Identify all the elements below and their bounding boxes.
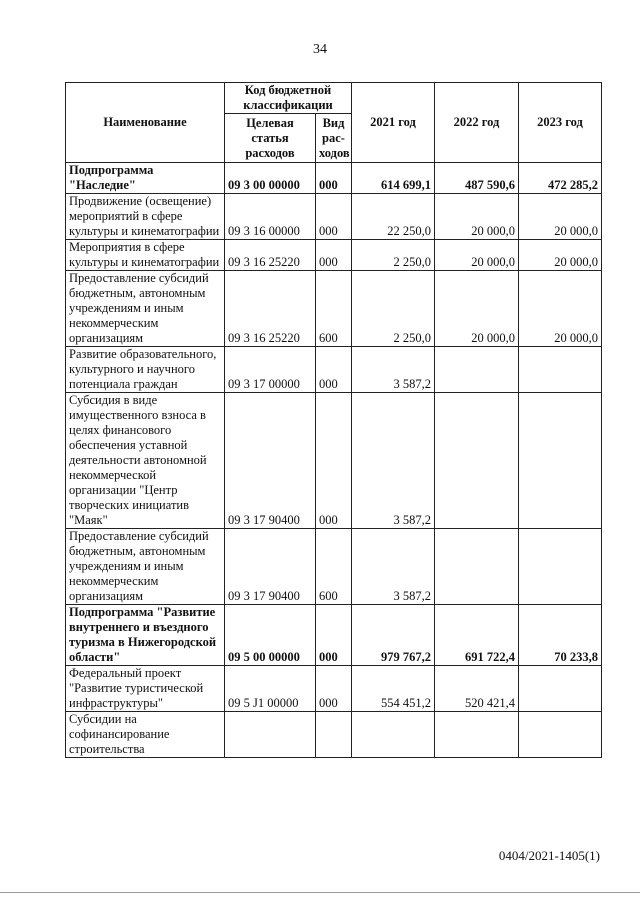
cell-y2023 bbox=[519, 666, 602, 712]
cell-y2021: 979 767,2 bbox=[352, 605, 435, 666]
table-row bbox=[66, 712, 602, 758]
budget-table bbox=[65, 82, 602, 758]
cell-kind: 600 bbox=[316, 271, 352, 347]
cell-name: Развитие образовательного, культурного и научного потенциала граждан bbox=[66, 347, 225, 393]
cell-code: 09 3 16 25220 bbox=[225, 240, 316, 271]
cell-kind: 000 bbox=[316, 347, 352, 393]
header-2023: 2023 год bbox=[519, 83, 602, 163]
cell-y2021: 3 587,2 bbox=[352, 529, 435, 605]
cell-y2021: 2 250,0 bbox=[352, 271, 435, 347]
footer-code: 0404/2021-1405(1) bbox=[498, 848, 600, 863]
cell-y2023: 20 000,0 bbox=[519, 194, 602, 240]
header-name: Наименование bbox=[66, 83, 225, 163]
cell-y2021: 3 587,2 bbox=[352, 347, 435, 393]
cell-name: Федеральный проект "Развитие туристической инфраструктуры" bbox=[66, 666, 225, 712]
cell-y2022: 20 000,0 bbox=[435, 271, 519, 347]
cell-y2022 bbox=[435, 712, 519, 758]
cell-kind: 000 bbox=[316, 393, 352, 529]
table-row bbox=[66, 163, 602, 194]
cell-y2021: 614 699,1 bbox=[352, 163, 435, 194]
cell-kind: 000 bbox=[316, 666, 352, 712]
table-row bbox=[66, 194, 602, 240]
table-row bbox=[66, 271, 602, 347]
cell-code: 09 3 17 90400 bbox=[225, 529, 316, 605]
bottom-rule bbox=[0, 892, 640, 893]
cell-y2022: 520 421,4 bbox=[435, 666, 519, 712]
cell-name: Субсидия в виде имущественного взноса в целях финансового обеспечения уставной деятельности автономной некоммерческой организации "Центр творческих инициатив "Маяк" bbox=[66, 393, 225, 529]
cell-code: 09 3 17 00000 bbox=[225, 347, 316, 393]
cell-y2023: 472 285,2 bbox=[519, 163, 602, 194]
cell-code: 09 3 00 00000 bbox=[225, 163, 316, 194]
cell-y2023 bbox=[519, 529, 602, 605]
cell-y2022 bbox=[435, 347, 519, 393]
cell-y2023: 20 000,0 bbox=[519, 271, 602, 347]
cell-kind: 000 bbox=[316, 605, 352, 666]
cell-y2022: 20 000,0 bbox=[435, 240, 519, 271]
cell-y2021: 3 587,2 bbox=[352, 393, 435, 529]
cell-kind: 000 bbox=[316, 240, 352, 271]
cell-code: 09 3 17 90400 bbox=[225, 393, 316, 529]
cell-y2021: 554 451,2 bbox=[352, 666, 435, 712]
header-target: Целевая статья расходов bbox=[225, 114, 316, 163]
cell-y2022 bbox=[435, 393, 519, 529]
header-2022: 2022 год bbox=[435, 83, 519, 163]
table-row bbox=[66, 347, 602, 393]
cell-name: Подпрограмма "Развитие внутреннего и въездного туризма в Нижегородской области" bbox=[66, 605, 225, 666]
cell-y2021 bbox=[352, 712, 435, 758]
cell-y2021: 2 250,0 bbox=[352, 240, 435, 271]
table-row bbox=[66, 240, 602, 271]
header-2021: 2021 год bbox=[352, 83, 435, 163]
table-row bbox=[66, 605, 602, 666]
cell-y2022: 691 722,4 bbox=[435, 605, 519, 666]
header-code-group: Код бюджетной классификации bbox=[225, 83, 352, 114]
header-kind: Вид рас-ходов bbox=[316, 114, 352, 163]
table-body bbox=[66, 163, 602, 758]
cell-kind: 600 bbox=[316, 529, 352, 605]
cell-code: 09 3 16 25220 bbox=[225, 271, 316, 347]
cell-y2023: 20 000,0 bbox=[519, 240, 602, 271]
cell-code: 09 5 J1 00000 bbox=[225, 666, 316, 712]
cell-y2022: 20 000,0 bbox=[435, 194, 519, 240]
cell-name: Подпрограмма "Наследие" bbox=[66, 163, 225, 194]
cell-name: Предоставление субсидий бюджетным, автономным учреждениям и иным некоммерческим организациям bbox=[66, 529, 225, 605]
cell-code: 09 3 16 00000 bbox=[225, 194, 316, 240]
cell-name: Продвижение (освещение) мероприятий в сфере культуры и кинематографии bbox=[66, 194, 225, 240]
cell-y2022: 487 590,6 bbox=[435, 163, 519, 194]
cell-name: Мероприятия в сфере культуры и кинематографии bbox=[66, 240, 225, 271]
table-row bbox=[66, 666, 602, 712]
cell-y2023 bbox=[519, 712, 602, 758]
cell-code: 09 5 00 00000 bbox=[225, 605, 316, 666]
cell-y2023 bbox=[519, 393, 602, 529]
cell-y2023 bbox=[519, 347, 602, 393]
cell-y2022 bbox=[435, 529, 519, 605]
cell-kind bbox=[316, 712, 352, 758]
cell-kind: 000 bbox=[316, 163, 352, 194]
cell-name: Субсидии на софинансирование строительства bbox=[66, 712, 225, 758]
cell-name: Предоставление субсидий бюджетным, автономным учреждениям и иным некоммерческим организациям bbox=[66, 271, 225, 347]
page-number: 34 bbox=[313, 42, 327, 57]
table-row bbox=[66, 393, 602, 529]
cell-y2023: 70 233,8 bbox=[519, 605, 602, 666]
table-row bbox=[66, 529, 602, 605]
cell-y2021: 22 250,0 bbox=[352, 194, 435, 240]
cell-code bbox=[225, 712, 316, 758]
cell-kind: 000 bbox=[316, 194, 352, 240]
